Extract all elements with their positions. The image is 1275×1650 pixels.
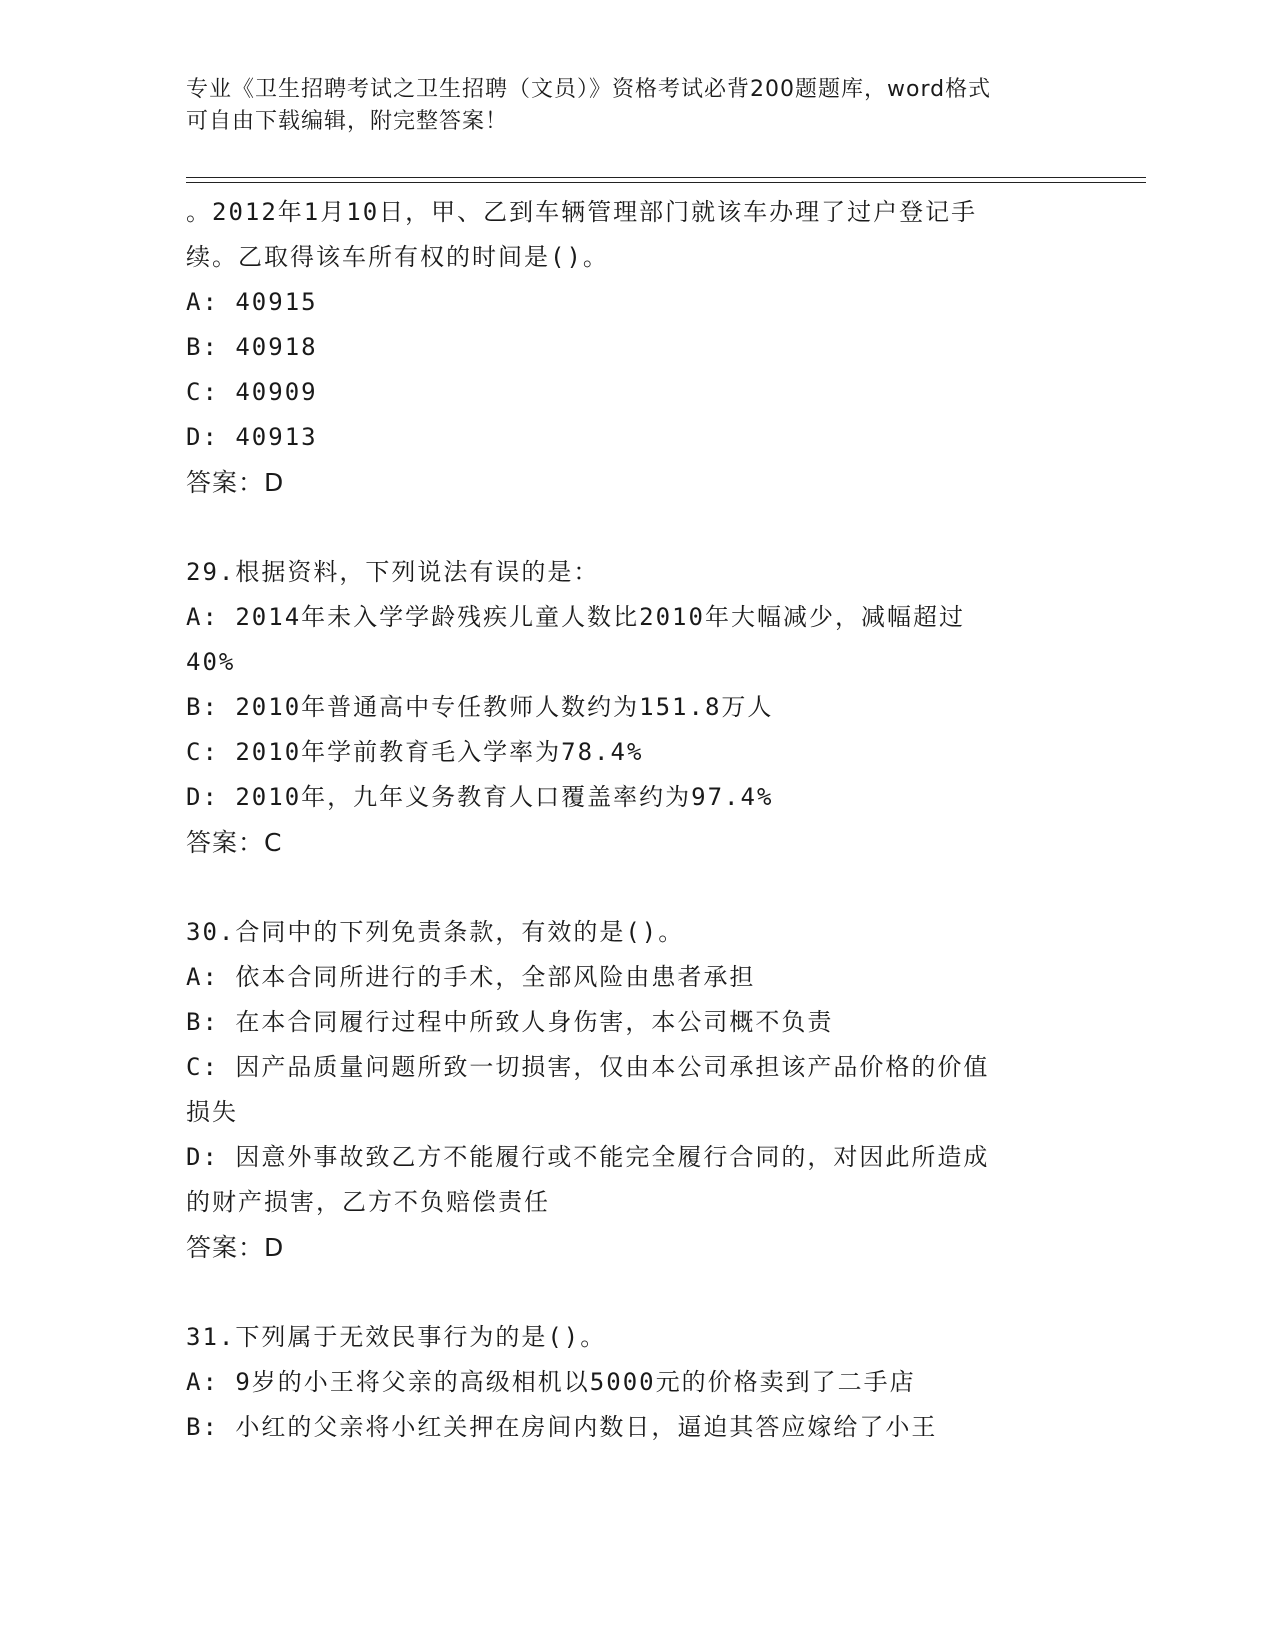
question-29 [186, 550, 1086, 865]
option-a: A: 依本合同所进行的手术，全部风险由患者承担 [186, 963, 756, 991]
question-stem: 。2012年1月10日，甲、乙到车辆管理部门就该车办理了过户登记手 [186, 198, 978, 226]
question-stem: 31.下列属于无效民事行为的是()。 [186, 1323, 607, 1351]
option-a: A: 2014年未入学学龄残疾儿童人数比2010年大幅减少，减幅超过 [186, 603, 965, 631]
option-b: B: 在本合同履行过程中所致人身伤害，本公司概不负责 [186, 1008, 834, 1036]
answer: 答案：D [186, 468, 285, 497]
question-28 [186, 190, 1086, 505]
answer: 答案：C [186, 828, 283, 857]
question-31 [186, 1315, 1086, 1450]
option-b: B: 2010年普通高中专任教师人数约为151.8万人 [186, 693, 774, 721]
option-b: B: 小红的父亲将小红关押在房间内数日，逼迫其答应嫁给了小王 [186, 1413, 938, 1441]
option-d: D: 因意外事故致乙方不能履行或不能完全履行合同的，对因此所造成 [186, 1143, 990, 1171]
option-c-continued: 损失 [186, 1098, 238, 1126]
header-title-line-1: 专业《卫生招聘考试之卫生招聘（文员）》资格考试必背200题题库，word格式 [186, 77, 992, 102]
answer: 答案：D [186, 1233, 285, 1262]
option-a: A: 9岁的小王将父亲的高级相机以5000元的价格卖到了二手店 [186, 1368, 916, 1396]
option-d: D: 2010年，九年义务教育人口覆盖率约为97.4% [186, 783, 774, 811]
option-a: A: 40915 [186, 288, 318, 316]
option-c: C: 2010年学前教育毛入学率为78.4% [186, 738, 644, 766]
option-c: C: 因产品质量问题所致一切损害，仅由本公司承担该产品价格的价值 [186, 1053, 990, 1081]
option-d: D: 40913 [186, 423, 318, 451]
question-stem: 29.根据资料，下列说法有误的是： [186, 558, 600, 586]
header-divider-bottom [186, 182, 1146, 183]
question-stem: 续。乙取得该车所有权的时间是()。 [186, 243, 609, 271]
page-header [186, 74, 1066, 138]
header-divider-top [186, 177, 1146, 178]
question-stem: 30.合同中的下列免责条款，有效的是()。 [186, 918, 685, 946]
option-d-continued: 的财产损害，乙方不负赔偿责任 [186, 1188, 550, 1216]
option-b: B: 40918 [186, 333, 318, 361]
question-content [186, 190, 1086, 1450]
option-c: C: 40909 [186, 378, 318, 406]
header-title-line-2: 可自由下载编辑，附完整答案！ [186, 109, 509, 134]
option-a-continued: 40% [186, 648, 236, 676]
question-30 [186, 910, 1086, 1270]
